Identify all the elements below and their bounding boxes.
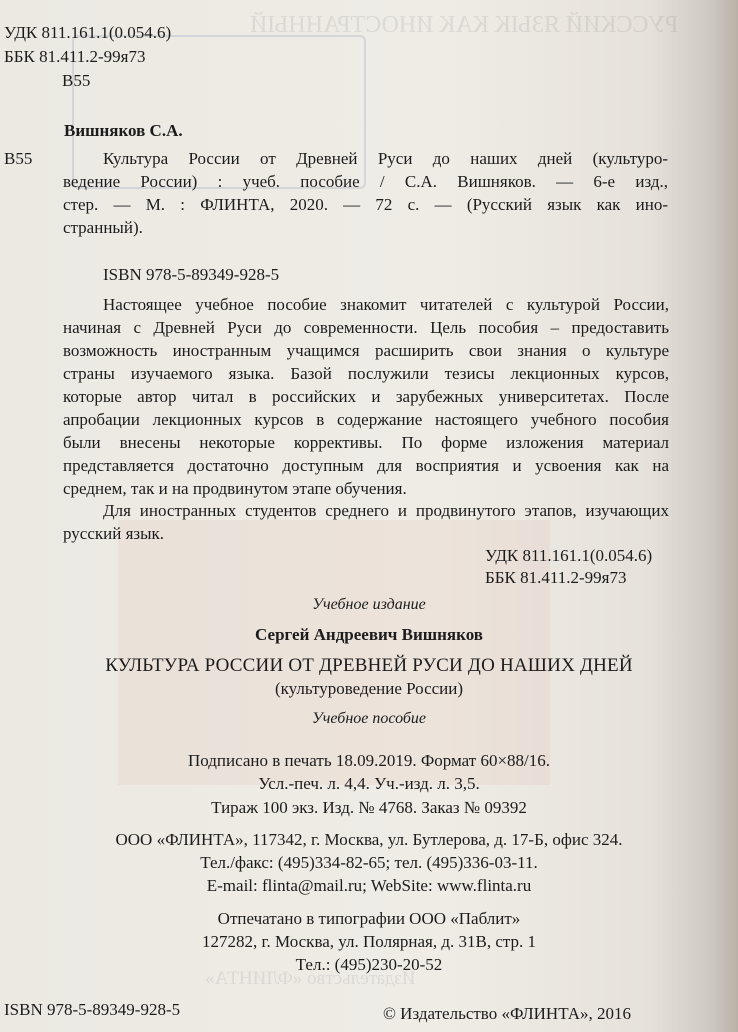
udk-right: УДК 811.161.1(0.054.6) bbox=[485, 546, 653, 565]
annotation-text: Настоящее учебное пособие знакомит читателей с культурой России, начиная с Древней Руси до современности. Цель пособия – предоставить возможность иностранным учащимся расширить свои знания о культуре страны изучаемого языка. Базой послужили тезисы лекционных курсов, которые автор читал в российских и зарубежных университетах. После апробации лекционных курсов в содержание настоящего учебного пособия были внесены некоторые коррективы. По форме изложения материал представляется достаточно доступным для восприятия и усвоения как на среднем, так и на продвинутом этапе обучения. bbox=[63, 295, 669, 498]
footer-isbn: ISBN 978-5-89349-928-5 bbox=[4, 1000, 181, 1019]
print-info-2: Усл.-печ. л. 4,4. Уч.-изд. л. 3,5. bbox=[258, 774, 480, 793]
bbk-code: ББК 81.411.2-99я73 bbox=[4, 47, 146, 66]
udk-code: УДК 811.161.1(0.054.6) bbox=[4, 23, 172, 42]
author-heading: Вишняков С.А. bbox=[64, 121, 183, 140]
show-through-top: РУССКИЙ ЯЗЫК КАК ИНОСТРАННЫЙ bbox=[250, 12, 679, 38]
show-through-bottom: Издательство «ФЛИНТА» bbox=[205, 968, 416, 989]
bbk-right: ББК 81.411.2-99я73 bbox=[485, 568, 627, 587]
book-type: Учебное пособие bbox=[311, 710, 426, 727]
print-info-1: Подписано в печать 18.09.2019. Формат 60×88/16. bbox=[187, 751, 551, 770]
book-subtitle: (культуроведение России) bbox=[274, 679, 464, 698]
author-mark-side: В55 bbox=[4, 149, 33, 168]
isbn-record: ISBN 978-5-89349-928-5 bbox=[103, 265, 280, 284]
printer-name: Отпечатано в типографии ООО «Паблит» bbox=[217, 909, 521, 928]
author-full-name: Сергей Андреевич Вишняков bbox=[255, 625, 483, 644]
author-mark: В55 bbox=[62, 71, 91, 90]
edition-type: Учебное издание bbox=[312, 596, 426, 613]
publisher-address: ООО «ФЛИНТА», 117342, г. Москва, ул. Бутлерова, д. 17-Б, офис 324. bbox=[115, 830, 623, 849]
printer-phone: Тел.: (495)230-20-52 bbox=[295, 955, 443, 974]
book-title: КУЛЬТУРА РОССИИ ОТ ДРЕВНЕЙ РУСИ ДО НАШИХ ДНЕЙ bbox=[105, 655, 633, 676]
publisher-phone: Тел./факс: (495)334-82-65; тел. (495)336-03-11. bbox=[200, 853, 538, 872]
publisher-web: E-mail: flinta@mail.ru; WebSite: www.flinta.ru bbox=[206, 876, 532, 895]
bibliographic-description: Культура России от Древней Руси до наших дней (культуро- ведение России) : учеб. пособие / С.А. Вишняков. — 6-е изд., стер. — М. : ФЛИНТА, 2020. — 72 с. — (Русский язык как ино- странный). bbox=[63, 149, 668, 237]
footer-copyright: © Издательство «ФЛИНТА», 2016 bbox=[383, 1004, 632, 1023]
audience-text: Для иностранных студентов среднего и продвинутого этапов, изучающих русский язык. bbox=[63, 501, 669, 543]
print-info-3: Тираж 100 экз. Изд. № 4768. Заказ № 09392 bbox=[211, 798, 527, 817]
printer-address: 127282, г. Москва, ул. Полярная, д. 31В, стр. 1 bbox=[201, 932, 537, 951]
